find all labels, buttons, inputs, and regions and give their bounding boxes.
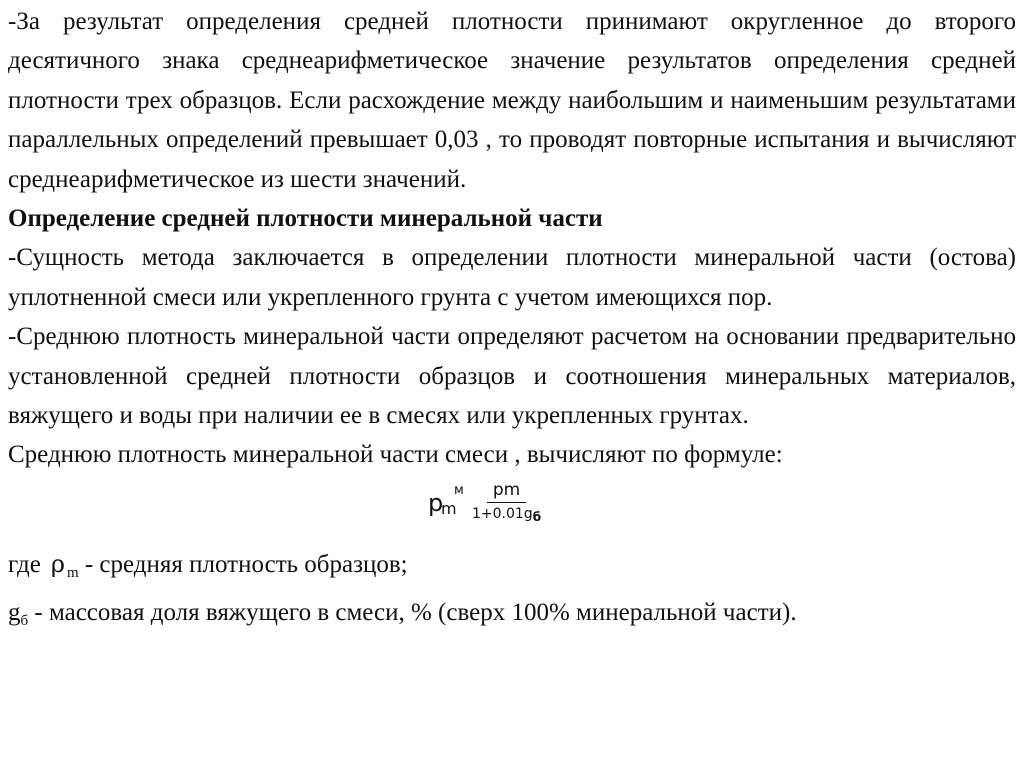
g-symbol: g	[8, 599, 21, 627]
formula-lhs-superscript: м	[454, 482, 464, 498]
paragraph-result-definition: -За результат определения средней плотности принимают округленное до второго десятичного знака среднеарифметическое значение результатов определения средней плотности трех образцов. Если расхождение между наибольшим и наименьшим результатами параллельных определений превышает 0,03 , то проводят повторные испытания и вычисляют среднеарифметическое из шести значений.	[8, 8, 1016, 193]
formula-lhs	[424, 481, 466, 529]
definition-g-text: - массовая доля вяжущего в смеси, % (сверх 100% минеральной части).	[28, 599, 797, 627]
paragraph-calculation-basis: -Среднюю плотность минеральной части определяют расчетом на основании предварительно установленной средней плотности образцов и соотношения минеральных материалов, вяжущего и воды при наличии ее в смесях или укрепленных грунтах.	[8, 323, 1016, 430]
definition-g	[8, 593, 1016, 641]
definition-rho	[8, 545, 1016, 593]
rho-subscript: m	[66, 564, 79, 581]
formula-numerator	[487, 480, 526, 503]
formula-lhs-subscript: m	[441, 498, 457, 518]
density-formula	[8, 475, 1016, 545]
document-page	[8, 2, 1016, 642]
formula-lhs-base: p	[428, 488, 444, 517]
paragraph-formula-intro: Среднюю плотность минеральной части смеси , вычисляют по формуле:	[8, 441, 783, 469]
section-heading: Определение средней плотности минеральной части	[8, 205, 603, 233]
formula-denominator-base: 1+0.01g	[472, 505, 533, 522]
definition-prefix: где	[8, 550, 41, 578]
g-subscript: б	[20, 613, 29, 630]
formula-numerator-base: p	[492, 479, 504, 500]
rho-symbol: ρ	[50, 549, 65, 578]
formula-denominator-subscript: б	[532, 509, 542, 524]
formula-numerator-subscript: m	[503, 479, 521, 500]
definition-rho-text: - средняя плотность образцов;	[78, 550, 408, 578]
formula-fraction	[472, 480, 541, 524]
formula-denominator	[472, 503, 541, 524]
paragraph-method-essence: -Сущность метода заключается в определении плотности минеральной части (остова) уплотненной смеси или укрепленного грунта с учетом имеющихся пор.	[8, 244, 1016, 311]
